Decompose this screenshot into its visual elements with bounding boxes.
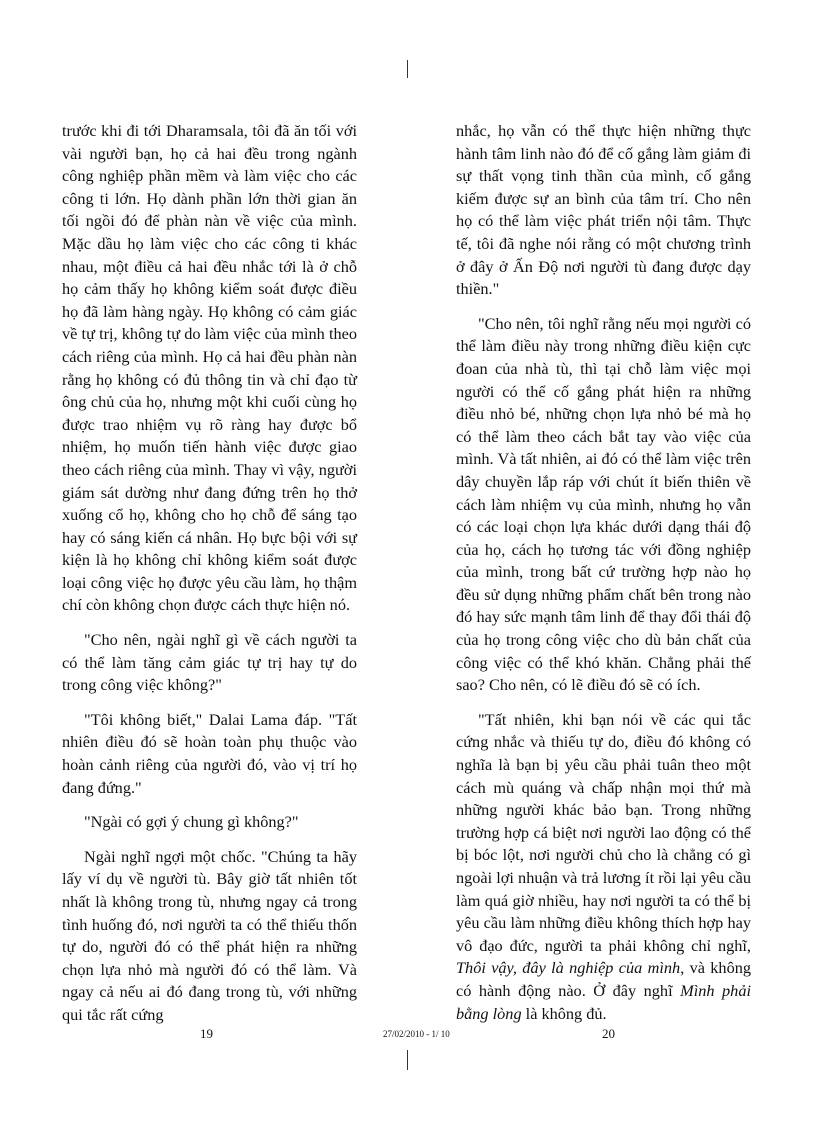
bottom-fold-mark: [407, 1050, 408, 1070]
paragraph: "Tôi không biết," Dalai Lama đáp. "Tất nhiên điều đó sẽ hoàn toàn phụ thuộc vào hoàn cảnh riêng của người đó, vào vị trí họ đang đứng.": [62, 709, 357, 797]
print-stamp: 27/02/2010 - 1/ 10: [383, 1029, 450, 1039]
paragraph: "Ngài có gợi ý chung gì không?": [84, 812, 299, 832]
top-fold-mark: [407, 60, 408, 78]
paragraph-with-italics: [456, 709, 751, 1025]
text-run: "Tất nhiên, khi bạn nói về các qui tắc cứng nhắc và thiếu tự do, điều đó không có nghĩa là bạn bị yêu cầu phải tuân theo một cách mù quáng và chấp nhận mọi thứ mà những người khác bảo bạn. Trong những trường hợp cá biệt nơi người lao động có thể bị bóc lột, nơi người chủ cho là chẳng có gì ngoài lợi nhuận và trả lương ít rồi lại yêu cầu làm quá giờ nhiều, hay nơi người ta có thể bị yêu cầu làm những điều không thích hợp hay vô đạo đức, người ta phải không chỉ nghĩ,: [456, 709, 751, 955]
paragraph: nhắc, họ vẫn có thể thực hiện những thực hành tâm linh nào đó để cố gắng làm giảm đi sự thất vọng tinh thần của mình, cố gắng kiếm được sự an bình của tâm trí. Cho nên họ có thể làm việc phát triển nội tâm. Thực tế, tôi đã nghe nói rằng có một chương trình ở đây ở Ấn Độ nơi người tù đang được dạy thiền.": [456, 121, 751, 299]
text-run: là không đủ.: [521, 1003, 607, 1023]
right-page-column: [456, 120, 751, 1037]
text-run: , và không có hành động nào. Ở đây nghĩ: [456, 958, 751, 1000]
paragraph: "Cho nên, tôi nghĩ rằng nếu mọi người có thể làm điều này trong những điều kiện cực đoan của nhà tù, thì tại chỗ làm việc mọi người có thể cố gắng phát hiện ra những điều nhỏ bé, những chọn lựa nhỏ bé mà họ có thể làm theo cách bắt tay vào việc của mình. Và tất nhiên, ai đó có thể làm việc trên dây chuyền lắp ráp với chút ít biến thiên về cách làm nhiệm vụ của mình, nhưng họ vẫn có các loại chọn lựa khác dưới dạng thái độ của họ, cách họ tương tác với đồng nghiệp của mình, trong bất cứ trường hợp nào họ đều sử dụng những phẩm chất bên trong nào đó hay sức mạnh tâm linh để thay đổi thái độ của họ trong công việc cho dù bản chất của công việc có thể khó khăn. Chẳng phải thế sao? Cho nên, có lẽ điều đó sẽ có ích.: [456, 313, 751, 695]
paragraph: trước khi đi tới Dharamsala, tôi đã ăn tối với vài người bạn, họ cả hai đều trong ngành công nghiệp phần mềm và làm việc cho các công ti lớn. Họ dành phần lớn thời gian ăn tối ngồi đó để phàn nàn về việc của mình. Mặc dầu họ làm việc cho các công ti khác nhau, một điều cả hai đều nhắc tới là ở chỗ họ cảm thấy họ không kiểm soát được điều họ đã làm hàng ngày. Họ không có cảm giác về tự trị, không tự do làm việc của mình theo cách riêng của mình. Họ cả hai đều phàn nàn rằng họ không có đủ thông tin và chỉ đạo từ ông chủ của họ, nhưng một khi cuối cùng họ được trao nhiệm vụ rõ ràng hay được bổ nhiệm, họ muốn tiến hành việc được giao theo cách riêng của mình. Thay vì vậy, người giám sát dường như đang đứng trên họ thở xuống cổ họ, không cho họ chỗ để sáng tạo hay có sáng kiến cá nhân. Họ bực bội với sự kiện là họ không chỉ không kiểm soát được loại công việc họ được yêu cầu làm, họ thậm chí còn không chọn được cách thực hiện nó.: [62, 121, 357, 615]
page-number-right: 20: [602, 1026, 615, 1041]
page-number-left: 19: [200, 1026, 213, 1041]
italic-text: Mình phải bằng lòng: [456, 980, 751, 1023]
left-page-column: [62, 120, 357, 1039]
paragraph: Ngài nghĩ ngợi một chốc. "Chúng ta hãy lấy ví dụ về người tù. Bây giờ tất nhiên tốt nhất là không trong tù, nhưng ngay cả trong tình huống đó, nơi người ta có thể thiếu thốn tự do, người đó có thể phát hiện ra những chọn lựa nhỏ mà người đó có thể làm. Và ngay cả nếu ai đó đang trong tù, với những qui tắc rất cứng: [62, 846, 357, 1024]
italic-text: Thôi vậy, đây là nghiệp của mình: [456, 958, 681, 978]
paragraph: "Cho nên, ngài nghĩ gì về cách người ta có thể làm tăng cảm giác tự trị hay tự do trong công việc không?": [62, 630, 357, 695]
